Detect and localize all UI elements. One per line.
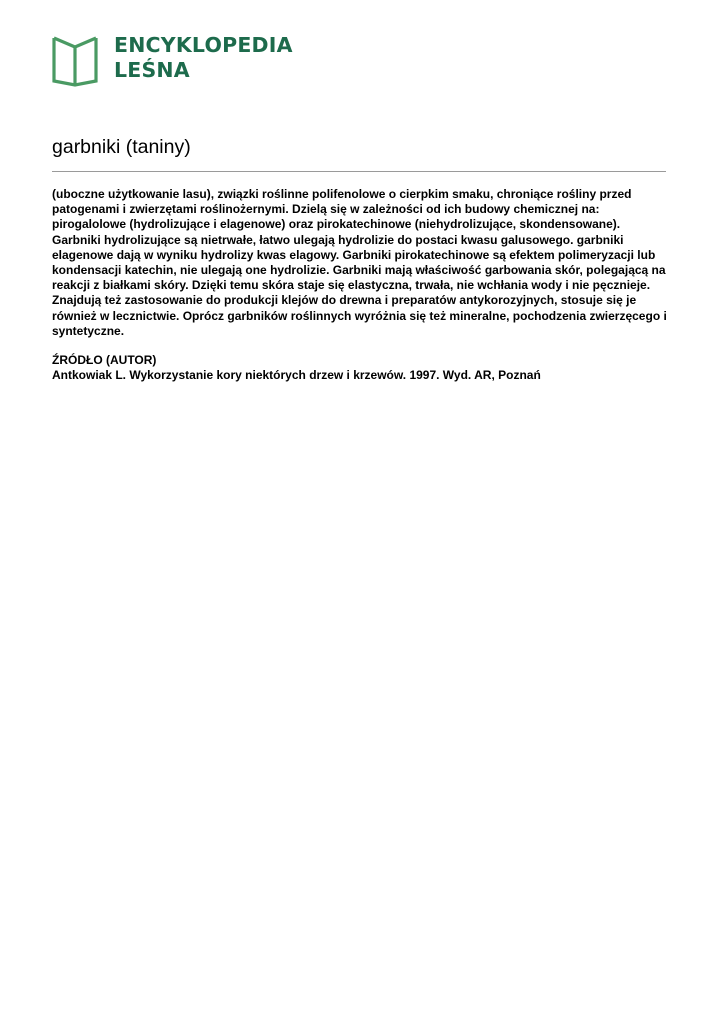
brand-name (114, 33, 293, 83)
title-divider (52, 171, 666, 172)
open-book-icon (52, 33, 98, 87)
source-citation: Antkowiak L. Wykorzystanie kory niektórych drzew i krzewów. 1997. Wyd. AR, Poznań (52, 368, 541, 383)
article-title: garbniki (taniny) (52, 136, 191, 158)
brand-name-line1: ENCYKLOPEDIA (114, 33, 293, 57)
article-body: (uboczne użytkowanie lasu), związki roślinne polifenolowe o cierpkim smaku, chroniące rośliny przed patogenami i zwierzętami roślinożernymi. Dzielą się w zależności od ich budowy chemicznej na: pirogalolowe (hydrolizujące i elagenowe) oraz pirokatechinowe (niehydrolizujące, skondensowane). Garbniki hydrolizujące są nietrwałe, łatwo ulegają hydrolizie do postaci kwasu galusowego. garbniki elagenowe dają w wyniku hydrolizy kwas elagowy. Garbniki pirokatechinowe są efektem polimeryzacji lub kondensacji katechin, nie ulegają one hydrolizie. Garbniki mają właściwość garbowania skór, polegającą na reakcji z białkami skóry. Dzięki temu skóra staje się elastyczna, trwała, nie wchłania wody i nie pęcznieje. Znajdują też zastosowanie do produkcji klejów do drewna i preparatów antykorozyjnych, stosuje się je również w lecznictwie. Oprócz garbników roślinnych wyróżnia się też mineralne, pochodzenia zwierzęcego i syntetyczne. (52, 187, 667, 338)
source-section (52, 353, 668, 383)
site-logo[interactable] (52, 33, 293, 87)
source-heading: ŹRÓDŁO (AUTOR) (52, 353, 157, 367)
brand-name-line2: LEŚNA (114, 58, 190, 82)
